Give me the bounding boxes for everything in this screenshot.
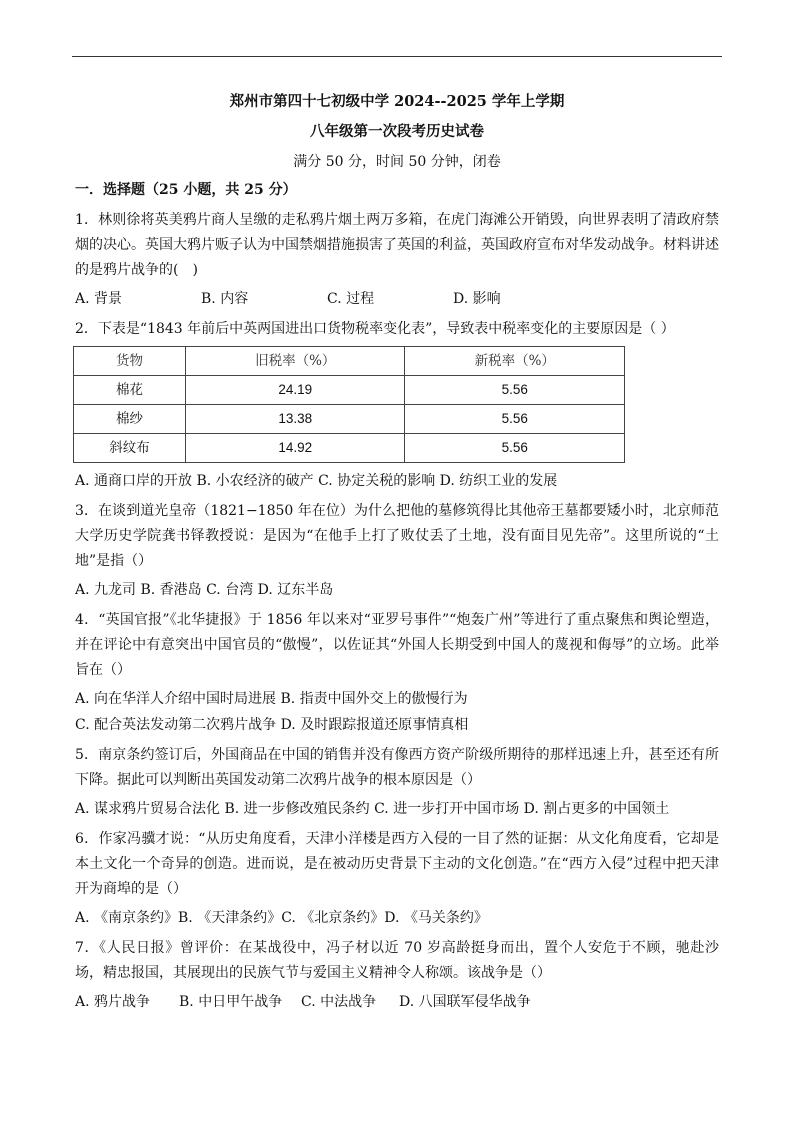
q1-option-b: B. 内容 (201, 291, 249, 307)
table-cell: 斜纹布 (74, 434, 186, 463)
exam-title: 八年级第一次段考历史试卷 (310, 123, 484, 140)
table-row (74, 434, 625, 463)
table-cell: 5.56 (405, 376, 625, 405)
q7-option-a: A. 鸦片战争 (75, 994, 151, 1010)
header-rule (72, 56, 722, 57)
table-row (74, 405, 625, 434)
table-header-cell: 新税率（%） (405, 347, 625, 376)
question-7-stem: 7．《人民日报》曾评价：在某战役中，冯子材以近 70 岁高龄挺身而出，置个人安危于不顾，驰赴沙场，精忠报国，其展现出的民族气节与爱国主义精神令人称颂。该战争是（） (75, 940, 719, 981)
question-4-stem: 4．“英国官报”《北华捷报》于 1856 年以来对“亚罗号事件”“炮轰广州”等进行了重点聚焦和舆论塑造，并在评论中有意突出中国官员的“傲慢”，以佐证其“外国人长期受到中国人的蔑视和侮辱”的立场。此举旨在（） (75, 612, 719, 678)
question-5-options: A. 谋求鸦片贸易合法化 B. 进一步修改殖民条约 C. 进一步打开中国市场 D. 割占更多的中国领土 (75, 801, 670, 817)
table-header-row (74, 347, 625, 376)
question-4-options-line-2: C. 配合英法发动第二次鸦片战争 D. 及时跟踪报道还原事情真相 (75, 717, 469, 733)
q1-option-c: C. 过程 (327, 291, 375, 307)
q7-option-c: C. 中法战争 (301, 994, 377, 1010)
table-cell: 5.56 (405, 434, 625, 463)
question-4-options-line-1: A. 向在华洋人介绍中国时局进展 B. 指责中国外交上的傲慢行为 (75, 691, 468, 707)
q7-option-d: D. 八国联军侵华战争 (399, 994, 531, 1010)
table-cell: 14.92 (186, 434, 405, 463)
tariff-table (73, 346, 625, 463)
q1-option-a: A. 背景 (75, 291, 123, 307)
question-3-stem: 3．在谈到道光皇帝（1821−1850 年在位）为什么把他的墓修筑得比其他帝王墓都要矮小时，北京师范大学历史学院龚书铎教授说：是因为“在他手上打了败仗丢了土地，没有面目见先帝”。这里所说的“土地”是指（） (75, 503, 719, 569)
question-2-stem: 2．下表是“1843 年前后中英两国进出口货物税率变化表”，导致表中税率变化的主要原因是（ ） (75, 321, 675, 337)
exam-page (75, 92, 719, 1020)
question-1-options (75, 287, 719, 311)
question-5-stem: 5．南京条约签订后，外国商品在中国的销售并没有像西方资产阶级所期待的那样迅速上升，甚至还有所下降。据此可以判断出英国发动第二次鸦片战争的根本原因是（） (75, 747, 719, 788)
section-title: 一．选择题（25 小题，共 25 分） (75, 182, 297, 198)
table-cell: 棉花 (74, 376, 186, 405)
table-cell: 5.56 (405, 405, 625, 434)
school-line: 郑州市第四十七初级中学 2024--2025 学年上学期 (229, 93, 565, 110)
question-6-options: A. 《南京条约》B. 《天津条约》C. 《北京条约》D. 《马关条约》 (75, 910, 488, 926)
table-header-cell: 货物 (74, 347, 186, 376)
question-3-options: A. 九龙司 B. 香港岛 C. 台湾 D. 辽东半岛 (75, 582, 334, 598)
question-1-stem: 1．林则徐将英美鸦片商人呈缴的走私鸦片烟土两万多箱，在虎门海滩公开销毁，向世界表明了清政府禁烟的决心。英国大鸦片贩子认为中国禁烟措施损害了英国的利益，英国政府宣布对华发动战争。材料讲述的是鸦片战争的( ) (75, 212, 719, 278)
question-7-options (75, 990, 719, 1014)
table-cell: 棉纱 (74, 405, 186, 434)
exam-note: 满分 50 分，时间 50 分钟，闭卷 (293, 154, 501, 170)
question-6-stem: 6．作家冯骥才说：“从历史角度看，天津小洋楼是西方入侵的一目了然的证据：从文化角度看，它却是本土文化一个奇异的创造。进而说，是在被动历史背景下主动的文化创造。”在“西方入侵”过程中把天津开为商埠的是（） (75, 831, 719, 897)
table-header-cell: 旧税率（%） (186, 347, 405, 376)
question-2-options: A. 通商口岸的开放 B. 小农经济的破产 C. 协定关税的影响 D. 纺织工业的发展 (75, 473, 558, 489)
q7-option-b: B. 中日甲午战争 (179, 994, 283, 1010)
table-row (74, 376, 625, 405)
q1-option-d: D. 影响 (453, 291, 501, 307)
table-cell: 24.19 (186, 376, 405, 405)
table-cell: 13.38 (186, 405, 405, 434)
